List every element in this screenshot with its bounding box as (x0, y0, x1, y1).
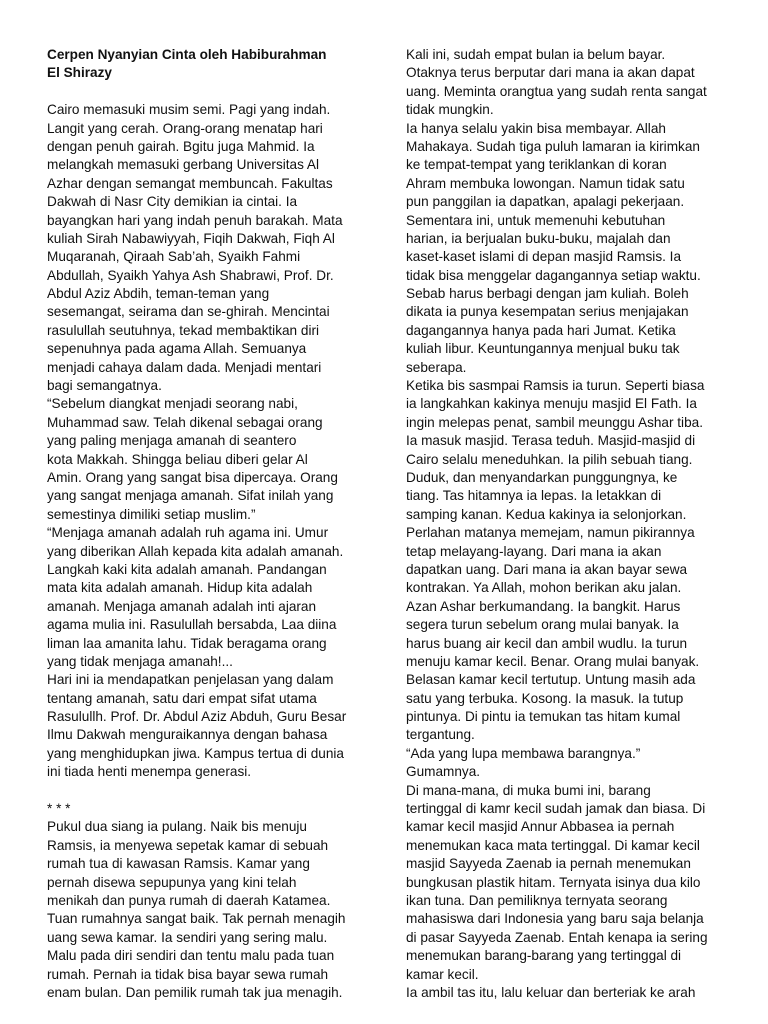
section-separator: * * * (47, 801, 71, 817)
left-section-2 (47, 818, 365, 1002)
text-line: Ramsis, ia menyewa sepetak kamar di sebuah (47, 837, 329, 853)
text-line: harus buang air kecil dan ambil wudlu. Ia turun (406, 635, 688, 651)
text-line: Abdul Aziz Abdih, teman-teman yang (47, 286, 270, 302)
text-line: kontrakan. Ya Allah, mohon berikan aku jalan. (406, 580, 682, 596)
text-line: satu yang terbuka. Kosong. Ia masuk. Ia tutup (406, 690, 684, 706)
text-line: Muhammad saw. Telah dikenal sebagai orang (47, 414, 323, 430)
text-line: dapatkan uang. Dari mana ia akan bayar sewa (406, 561, 688, 577)
text-line: bagi semangatnya. (47, 378, 162, 394)
text-line: bungkusan plastik hitam. Ternyata isinya dua kilo (406, 874, 701, 890)
text-line: kaset-kaset islami di depan masjid Ramsis. Ia (406, 249, 682, 265)
text-line: samping kanan. Kedua kakinya ia selonjorkan. (406, 506, 687, 522)
text-line: melangkah memasuki gerbang Universitas Al (47, 157, 320, 173)
text-line: Muqaranah, Qiraah Sab’ah, Syaikh Fahmi (47, 249, 301, 265)
text-line: ingin melepas penat, sambil meunggu Ashar tiba. (406, 414, 703, 430)
text-line: Langit yang cerah. Orang-orang menatap hari (47, 120, 323, 136)
text-line: Cairo memasuki musim semi. Pagi yang indah. (47, 102, 331, 118)
text-line: Kali ini, sudah empat bulan ia belum bayar. (406, 47, 666, 62)
text-line: Perlahan matanya memejam, namun pikirannya (406, 525, 695, 541)
text-line: menikah dan punya rumah di daerah Katamea. (47, 892, 331, 908)
text-line: tentang amanah, satu dari empat sifat utama (47, 690, 317, 706)
text-line: Ia ambil tas itu, lalu keluar dan berteriak ke arah (406, 984, 696, 1000)
text-line: yang diberikan Allah kepada kita adalah amanah. (47, 543, 344, 559)
text-line: pintunya. Di pintu ia temukan tas hitam kumal (406, 709, 681, 725)
text-line: yang menghidupkan jiwa. Kampus tertua di dunia (47, 745, 344, 761)
text-line: yang sangat menjaga amanah. Sifat inilah yang (47, 488, 334, 504)
text-line: uang sewa kamar. Ia sendiri yang sering malu. (47, 929, 328, 945)
text-line: sesemangat, seirama dan se-ghirah. Mencintai (47, 304, 330, 320)
text-line: “Ada yang lupa membawa barangnya.” (406, 745, 641, 761)
text-line: Amin. Orang yang sangat bisa dipercaya. Orang (47, 469, 338, 485)
text-line: Mahakaya. Sudah tiga puluh lamaran ia kirimkan (406, 138, 700, 154)
text-line: yang tidak menjaga amanah!... (47, 653, 233, 669)
left-section-1 (47, 101, 365, 781)
text-line: bayangkan hari yang indah penuh barakah. Mata (47, 212, 343, 228)
text-line: tidak mungkin. (406, 102, 494, 118)
text-line: rasulullah seutuhnya, tekad membaktikan diri (47, 322, 320, 338)
left-column (47, 46, 365, 1002)
text-line: Cerpen Nyanyian Cinta oleh Habiburahman (47, 47, 327, 62)
text-line: Azhar dengan semangat membuncah. Fakultas (47, 175, 333, 191)
text-line: ia langkahkan kakinya menuju masjid El Fath. Ia (406, 396, 697, 412)
text-line: masjid Sayyeda Zaenab ia pernah menemukan (406, 856, 691, 872)
text-line: Gumamnya. (406, 764, 481, 780)
text-line: tiang. Tas hitamnya ia lepas. Ia letakkan di (406, 488, 662, 504)
text-line: ikan tuna. Dan pemiliknya ternyata seorang (406, 892, 668, 908)
text-line: Malu pada diri sendiri dan tentu malu pada tuan (47, 948, 335, 964)
text-line: Dakwah di Nasr City demikian ia cintai. Ia (47, 194, 298, 210)
text-line: di pasar Sayyeda Zaenab. Entah kenapa ia sering (406, 929, 708, 945)
text-line: Di mana-mana, di muka bumi ini, barang (406, 782, 651, 798)
text-line: seberapa. (406, 359, 467, 375)
text-line: kuliah Sirah Nabawiyyah, Fiqih Dakwah, Fiqh Al (47, 230, 335, 246)
text-line: ini tiada henti menempa generasi. (47, 764, 252, 780)
text-line: rumah tua di kawasan Ramsis. Kamar yang (47, 856, 310, 872)
text-line: mahasiswa dari Indonesia yang baru saja belanja (406, 911, 704, 927)
text-line: menjadi cahaya dalam dada. Menjadi mentari (47, 359, 322, 375)
text-line: mata kita adalah amanah. Hidup kita adalah (47, 580, 313, 596)
text-line: sepenuhnya pada agama Allah. Semuanya (47, 341, 307, 357)
text-line: “Sebelum diangkat menjadi seorang nabi, (47, 396, 298, 412)
text-line: Azan Ashar berkumandang. Ia bangkit. Harus (406, 598, 681, 614)
text-line: agama mulia ini. Rasulullah bersabda, Laa diina (47, 617, 337, 633)
text-line: Sebab harus berbagi dengan jam kuliah. Boleh (406, 286, 689, 302)
paragraph-gap (47, 83, 365, 101)
text-line: pernah disewa sepupunya yang kini telah (47, 874, 297, 890)
text-line: kamar kecil masjid Annur Abbasea ia pernah (406, 819, 675, 835)
paragraph-gap (47, 782, 365, 800)
text-line: menemukan barang-barang yang tertinggal di (406, 948, 682, 964)
text-line: “Menjaga amanah adalah ruh agama ini. Umur (47, 525, 329, 541)
text-line: semestinya dimiliki setiap muslim.” (47, 506, 256, 522)
text-line: Belasan kamar kecil tertutup. Untung masih ada (406, 672, 696, 688)
text-line: menuju kamar kecil. Benar. Orang mulai banyak. (406, 653, 700, 669)
text-line: Tuan rumahnya sangat baik. Tak pernah menagih (47, 911, 346, 927)
text-line: tertinggal di kamr kecil sudah jamak dan biasa. Di (406, 801, 706, 817)
text-line: Ahram membuka lowongan. Namun tidak satu (406, 175, 685, 191)
text-line: Pukul dua siang ia pulang. Naik bis menuju (47, 819, 307, 835)
text-line: Sementara ini, untuk memenuhi kebutuhan (406, 212, 666, 228)
text-line: Langkah kaki kita adalah amanah. Pandangan (47, 561, 327, 577)
text-line: El Shirazy (47, 65, 112, 81)
text-line: Hari ini ia mendapatkan penjelasan yang dalam (47, 672, 334, 688)
text-line: Cairo selalu meneduhkan. Ia pilih sebuah tiang. (406, 451, 693, 467)
text-line: tetap melayang-layang. Dari mana ia akan (406, 543, 662, 559)
text-line: liman laa amanita lahu. Tidak beragama orang (47, 635, 327, 651)
text-line: dikata ia punya kesempatan serius menjajakan (406, 304, 689, 320)
text-line: Ia hanya selalu yakin bisa membayar. Allah (406, 120, 666, 136)
text-line: Otaknya terus berputar dari mana ia akan dapat (406, 65, 695, 81)
text-line: dagangannya hanya pada hari Jumat. Ketika (406, 322, 676, 338)
text-line: rumah. Pernah ia tidak bisa bayar sewa rumah (47, 966, 329, 982)
text-line: Rasulullh. Prof. Dr. Abdul Aziz Abduh, Guru Besar (47, 709, 347, 725)
text-line: ke tempat-tempat yang teriklankan di koran (406, 157, 667, 173)
text-line: pun panggilan ia dapatkan, apalagi pekerjaan. (406, 194, 685, 210)
text-line: amanah. Menjaga amanah adalah inti ajaran (47, 598, 317, 614)
text-line: Duduk, dan menyandarkan punggungnya, ke (406, 469, 678, 485)
text-line: Ia masuk masjid. Terasa teduh. Masjid-masjid di (406, 433, 696, 449)
text-line: dengan penuh gairah. Bgitu juga Mahmid. Ia (47, 138, 315, 154)
text-line: tergantung. (406, 727, 475, 743)
story-title (47, 46, 365, 83)
text-line: enam bulan. Dan pemilik rumah tak jua menagih. (47, 984, 343, 1000)
text-line: Ilmu Dakwah menguraikannya dengan bahasa (47, 727, 328, 743)
text-line: kuliah libur. Keuntungannya menjual buku tak (406, 341, 680, 357)
text-line: uang. Meminta orangtua yang sudah renta sangat (406, 83, 707, 99)
text-line: harian, ia berjualan buku-buku, majalah dan (406, 230, 671, 246)
text-line: kota Makkah. Shingga beliau diberi gelar Al (47, 451, 308, 467)
text-line: Ketika bis sasmpai Ramsis ia turun. Seperti biasa (406, 378, 705, 394)
text-line: menemukan kaca mata tertinggal. Di kamar kecil (406, 837, 700, 853)
text-line: kamar kecil. (406, 966, 479, 982)
text-line: yang paling menjaga amanah di seantero (47, 433, 297, 449)
text-line: segera turun sebelum orang mulai banyak. Ia (406, 617, 679, 633)
right-column (406, 46, 736, 1002)
text-line: tidak bisa menggelar dagangannya setiap waktu. (406, 267, 701, 283)
text-line: Abdullah, Syaikh Yahya Ash Shabrawi, Prof. Dr. (47, 267, 334, 283)
